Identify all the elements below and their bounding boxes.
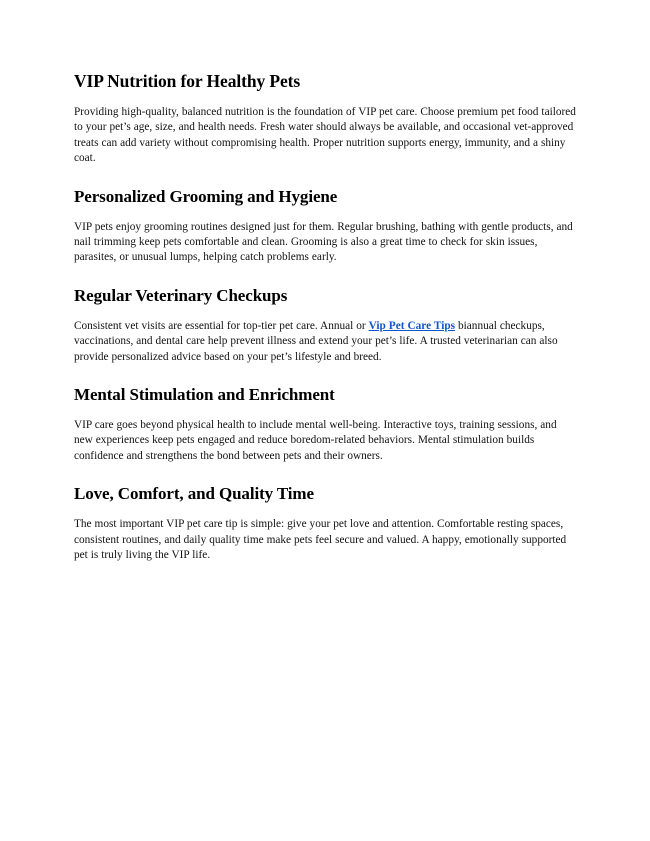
article-section-love-comfort [74, 483, 578, 563]
paragraph-text: Providing high-quality, balanced nutrition is the foundation of VIP pet care. Choose premium pet food tailored to your pet’s age, size, and health needs. Fresh water should always be available, and occasional vet-approved treats can add variety without compromising health. Proper nutrition supports energy, immunity, and a shiny coat. [74, 106, 576, 165]
page-title: VIP Nutrition for Healthy Pets [74, 71, 301, 91]
article-section-grooming [74, 186, 578, 266]
paragraph-text-after-link: biannual checkups, vaccinations, and dental care help prevent illness and extend your pet’s life. A trusted veterinarian can also provide personalized advice based on your pet’s lifestyle and breed. [74, 319, 558, 363]
paragraph-text-before-link: Consistent vet visits are essential for top-tier pet care. Annual or [74, 319, 369, 332]
section-paragraph [74, 517, 578, 563]
article-section-mental-stimulation [74, 384, 578, 464]
paragraph-text: VIP care goes beyond physical health to include mental well-being. Interactive toys, training sessions, and new experiences keep pets engaged and reduce boredom-related behaviors. Mental stimulation builds confidence and strengthens the bond between pets and their owners. [74, 419, 557, 462]
section-heading-love-comfort: Love, Comfort, and Quality Time [74, 484, 314, 504]
section-heading-grooming: Personalized Grooming and Hygiene [74, 186, 338, 206]
article-section-veterinary [74, 285, 578, 365]
article-section-nutrition [74, 70, 578, 167]
paragraph-text: The most important VIP pet care tip is simple: give your pet love and attention. Comfortable resting spaces, consistent routines, and daily quality time make pets feel secure and valued. A happy, emotionally supported pet is truly living the VIP life. [74, 518, 567, 562]
vip-pet-care-tips-link[interactable]: Vip Pet Care Tips [368, 319, 456, 332]
paragraph-text: VIP pets enjoy grooming routines designed just for them. Regular brushing, bathing with gentle products, and nail trimming keep pets comfortable and clean. Grooming is also a great time to check for skin issues, parasites, or unusual lumps, helping catch problems early. [74, 220, 573, 264]
section-heading-veterinary: Regular Veterinary Checkups [74, 285, 288, 305]
section-heading-mental-stimulation: Mental Stimulation and Enrichment [74, 385, 335, 405]
document-body [74, 70, 578, 564]
section-paragraph [74, 319, 578, 365]
section-paragraph [74, 418, 578, 464]
section-paragraph [74, 105, 578, 167]
section-paragraph [74, 220, 578, 266]
